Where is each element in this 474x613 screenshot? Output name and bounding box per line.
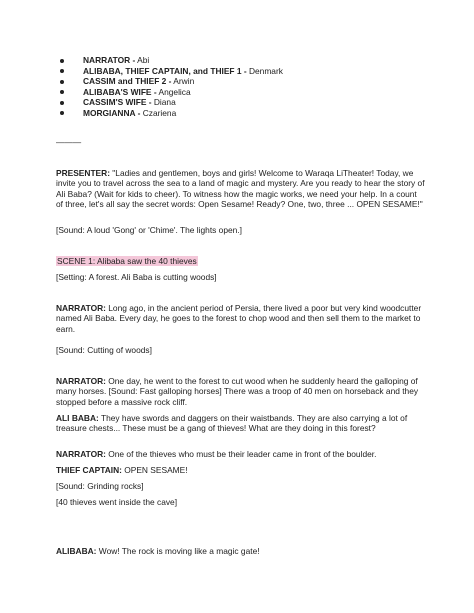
dialogue-text: One day, he went to the forest to cut wood when he suddenly heard the galloping of many horses. [Sound: Fast galloping horses] There was a troop of 40 men on horseback and they stopped before a massive rock cliff. bbox=[56, 376, 419, 407]
speaker-name: NARRATOR: bbox=[56, 376, 106, 386]
dialogue-text: They have swords and daggers on their waistbands. They are also carrying a lot of treasure chests... These must be a gang of thieves! What are they doing in this forest? bbox=[56, 413, 408, 434]
dialogue-text: Long ago, in the ancient period of Persia, there lived a poor but very kind woodcutter named Ali Baba. Every day, he goes to the forest to chop wood and then sell them to the market to earn. bbox=[56, 303, 422, 334]
setting-note: [Setting: A forest. Ali Baba is cutting woods] bbox=[56, 272, 217, 282]
section-separator: ——— bbox=[56, 137, 82, 147]
cast-item bbox=[56, 87, 283, 98]
sound-cue: [Sound: Cutting of woods] bbox=[56, 345, 152, 355]
narrator-line bbox=[56, 376, 426, 407]
sound-cue: [Sound: Grinding rocks] bbox=[56, 481, 144, 491]
cast-role: ALIBABA'S WIFE - bbox=[83, 86, 157, 97]
dialogue-text: OPEN SESAME! bbox=[121, 465, 188, 475]
alibaba-line bbox=[56, 413, 426, 434]
speaker-name: ALIBABA: bbox=[56, 546, 97, 556]
cast-actor: Arwin bbox=[171, 76, 195, 87]
cast-actor: Diana bbox=[151, 97, 176, 108]
cast-role: MORGIANNA - bbox=[83, 107, 141, 118]
cast-actor: Czariena bbox=[140, 107, 177, 118]
cast-item bbox=[56, 66, 283, 77]
speaker-name: NARRATOR: bbox=[56, 449, 106, 459]
cast-role: NARRATOR - bbox=[83, 55, 136, 65]
cast-item bbox=[56, 55, 283, 66]
cast-item bbox=[56, 76, 283, 87]
thief-captain-line bbox=[56, 465, 426, 475]
cast-list bbox=[56, 55, 283, 119]
cast-item bbox=[56, 97, 283, 108]
cast-role: ALIBABA, THIEF CAPTAIN, and THIEF 1 - bbox=[83, 65, 247, 76]
speaker-name: ALI BABA: bbox=[56, 413, 99, 423]
presenter-line bbox=[56, 168, 426, 210]
scene-heading bbox=[56, 256, 426, 266]
speaker-name: NARRATOR: bbox=[56, 303, 106, 313]
cast-role: CASSIM'S WIFE - bbox=[83, 97, 152, 108]
scene-heading-text: SCENE 1: Alibaba saw the 40 thieves bbox=[57, 256, 197, 266]
speaker-name: THIEF CAPTAIN: bbox=[56, 465, 122, 475]
dialogue-text: Wow! The rock is moving like a magic gate! bbox=[96, 546, 260, 556]
cast-actor: Denmark bbox=[246, 65, 283, 76]
cast-actor: Angelica bbox=[156, 86, 191, 97]
dialogue-text: "Ladies and gentlemen, boys and girls! Welcome to Waraqa LiTheater! Today, we invite you to travel across the sea to a land of magic and mystery. Are you ready to hear the story of Ali Baba? (Wait for kids to cheer). To witness how the magic works, we need your help. In a count of three, let's all say the secret words: Open Sesame! Ready? One, two, three ... OPEN SESAME!" bbox=[56, 168, 425, 210]
speaker-name: PRESENTER: bbox=[56, 168, 110, 178]
alibaba-line bbox=[56, 546, 426, 556]
cast-role: CASSIM and THIEF 2 - bbox=[83, 76, 172, 87]
cast-item bbox=[56, 108, 283, 119]
sound-cue: [Sound: A loud 'Gong' or 'Chime'. The lights open.] bbox=[56, 225, 242, 235]
stage-direction: [40 thieves went inside the cave] bbox=[56, 497, 178, 507]
dialogue-text: One of the thieves who must be their leader came in front of the boulder. bbox=[105, 449, 377, 459]
narrator-line bbox=[56, 303, 426, 334]
cast-actor: Abi bbox=[135, 55, 150, 65]
narrator-line bbox=[56, 449, 426, 459]
